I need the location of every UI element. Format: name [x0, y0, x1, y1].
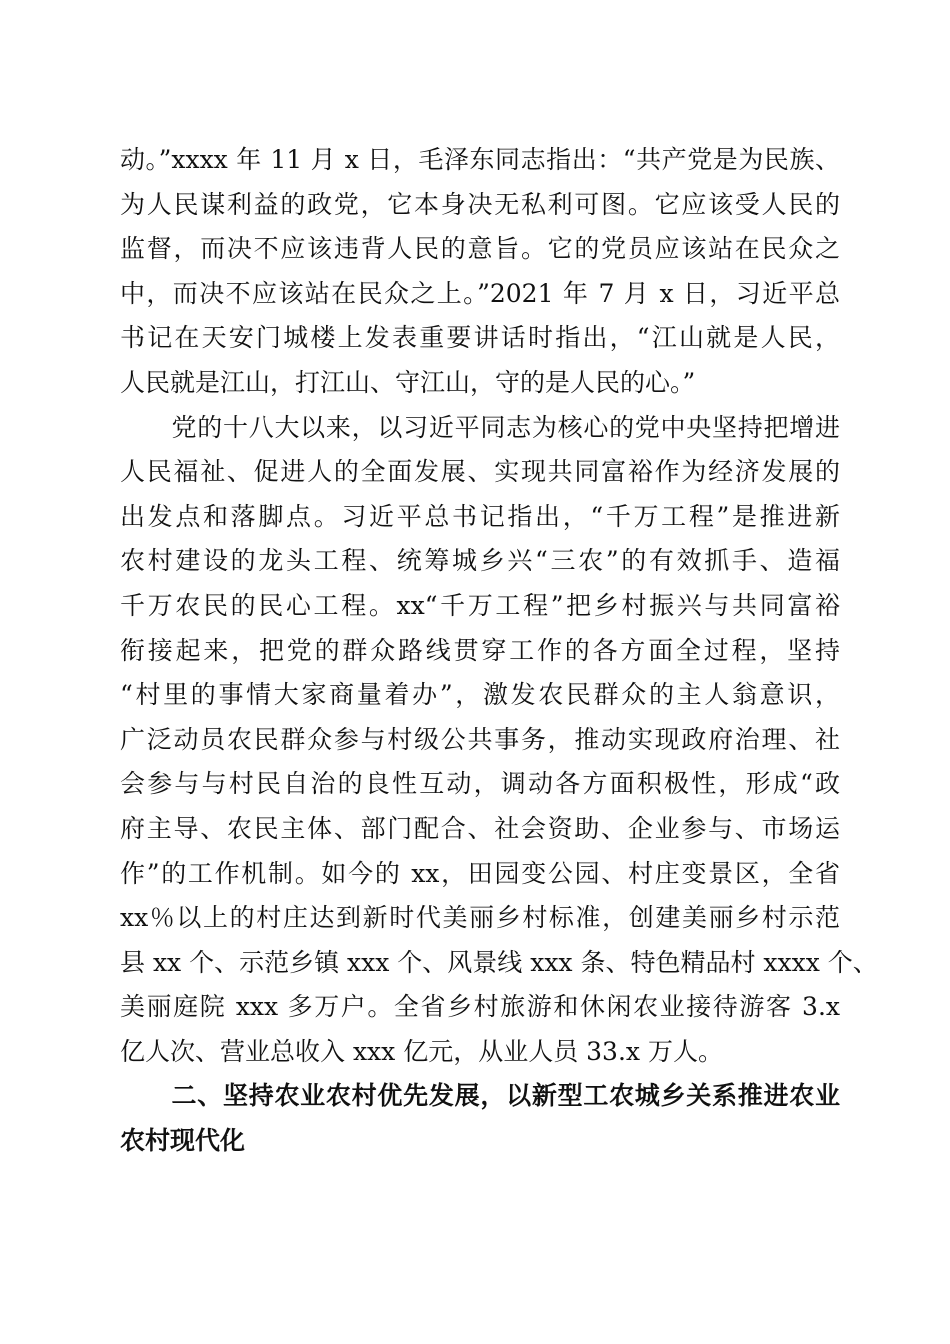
text-line: 衔接起来，把党的群众路线贯穿工作的各方面全过程，坚持	[120, 635, 840, 665]
heading-line: 二、坚持农业农村优先发展，以新型工农城乡关系推进农业	[120, 1081, 840, 1111]
text-line: 动。”xxxx 年 11 月 x 日，毛泽东同志指出：“共产党是为民族、	[120, 145, 840, 174]
text-line: 千万农民的民心工程。xx“千万工程”把乡村振兴与共同富裕	[120, 590, 840, 620]
text-line: 府主导、农民主体、部门配合、社会资助、企业参与、市场运	[120, 813, 840, 843]
text-line: 党的十八大以来，以习近平同志为核心的党中央坚持把增进	[120, 412, 840, 442]
text-line: 县 xx 个、示范乡镇 xxx 个、风景线 xxx 条、特色精品村 xxxx 个、	[120, 947, 878, 977]
text-line: 亿人次、营业总收入 xxx 亿元，从业人员 33.x 万人。	[120, 1036, 723, 1066]
text-line: 为人民谋利益的政党，它本身决无私利可图。它应该受人民的	[120, 189, 840, 219]
text-line: xx％以上的村庄达到新时代美丽乡村标准，创建美丽乡村示范	[120, 903, 840, 933]
paragraph-eighteenth-congress	[120, 406, 878, 1075]
text-line: 农村建设的龙头工程、统筹城乡兴“三农”的有效抓手、造福	[120, 546, 840, 576]
text-line: 会参与与村民自治的良性互动，调动各方面积极性，形成“政	[120, 769, 840, 799]
text-line: 广泛动员农民群众参与村级公共事务，推动实现政府治理、社	[120, 724, 840, 754]
text-line: 监督，而决不应该违背人民的意旨。它的党员应该站在民众之	[120, 234, 840, 264]
section-heading	[120, 1074, 840, 1163]
document-body	[120, 138, 878, 1164]
text-line: 美丽庭院 xxx 多万户。全省乡村旅游和休闲农业接待游客 3.x	[120, 992, 840, 1022]
paragraph-quote-continuation	[120, 138, 840, 406]
text-line: 人民就是江山，打江山、守江山，守的是人民的心。”	[120, 367, 696, 397]
text-line: 书记在天安门城楼上发表重要讲话时指出，“江山就是人民，	[120, 323, 840, 353]
text-line: 人民福祉、促进人的全面发展、实现共同富裕作为经济发展的	[120, 457, 840, 487]
heading-line: 农村现代化	[120, 1126, 246, 1156]
text-line: 作”的工作机制。如今的 xx，田园变公园、村庄变景区，全省	[120, 858, 840, 888]
text-line: 出发点和落脚点。习近平总书记指出，“千万工程”是推进新	[120, 501, 840, 531]
text-line: 中，而决不应该站在民众之上。”2021 年 7 月 x 日，习近平总	[120, 278, 840, 308]
text-line: “村里的事情大家商量着办”，激发农民群众的主人翁意识，	[120, 680, 840, 710]
